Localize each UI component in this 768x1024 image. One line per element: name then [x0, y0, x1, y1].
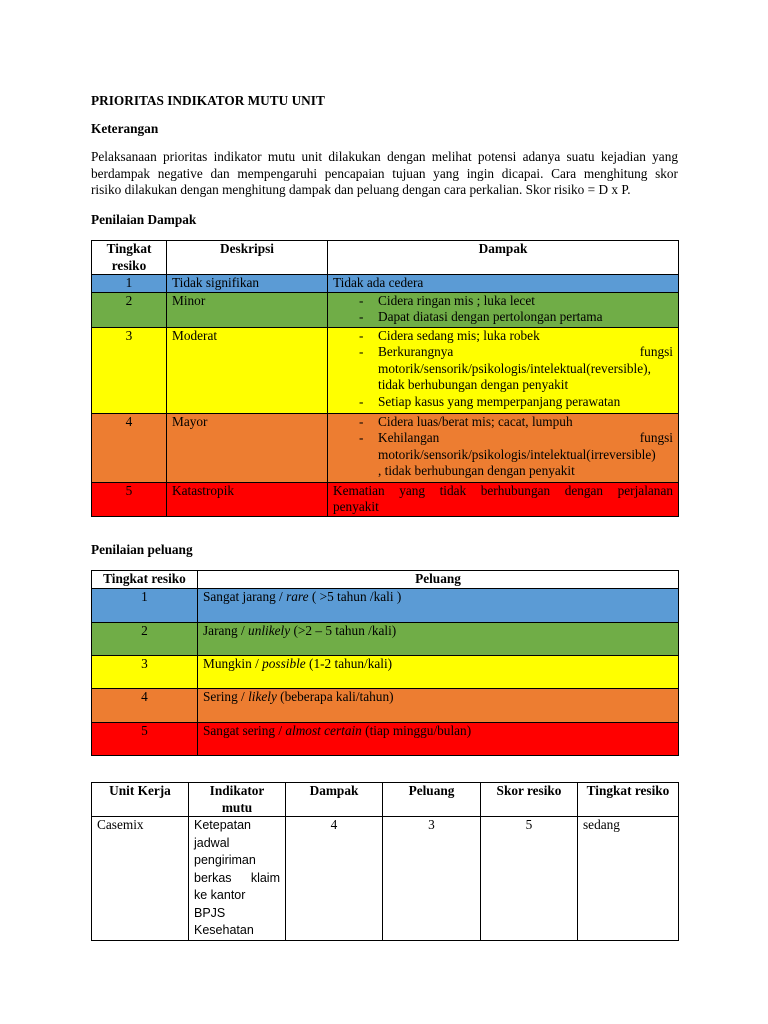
peluang-row [92, 655, 679, 688]
peluang-table [91, 570, 679, 756]
impact-cell [328, 327, 679, 413]
desc-cell: Tidak signifikan [167, 275, 328, 293]
dampak-row [92, 327, 679, 413]
indikator-cell: Ketepatan jadwal pengiriman berkas klaim ke kantor BPJS Kesehatan [189, 817, 286, 941]
dampak-header-dampak: Dampak [328, 241, 679, 275]
unit-header-peluang: Peluang [383, 783, 481, 817]
unit-row [92, 817, 679, 941]
peluang-cell: Sangat jarang / rare ( >5 tahun /kali ) [198, 588, 679, 622]
peluang-cell: Mungkin / possible (1-2 tahun/kali) [198, 655, 679, 688]
tingkat-cell: sedang [578, 817, 679, 941]
peluang-row [92, 688, 679, 722]
desc-cell: Moderat [167, 327, 328, 413]
level-cell: 3 [92, 327, 167, 413]
paragraph-line: risiko dilakukan dengan menghitung dampak dan peluang dengan cara perkalian. Skor risiko = D x P. [91, 182, 631, 197]
impact-word: fungsi [639, 430, 673, 445]
level-cell: 4 [92, 413, 167, 482]
impact-item: - Cidera sedang mis; luka robek [333, 328, 673, 345]
unit-header-skor: Skor resiko [481, 783, 578, 817]
impact-line: , tidak berhubungan dengan penyakit [378, 463, 575, 478]
level-cell: 1 [92, 275, 167, 293]
paragraph-line: berdampak negative dan mempengaruhi pencapaian tujuan yang ingin dicapai. Cara menghitung skor [91, 165, 678, 181]
desc-cell: Minor [167, 292, 328, 327]
peluang-cell: Sangat sering / almost certain (tiap minggu/bulan) [198, 722, 679, 755]
impact-word: - Berkurangnya [378, 344, 454, 359]
dampak-row [92, 413, 679, 482]
dampak-table [91, 240, 679, 517]
peluang-header-peluang: Peluang [198, 571, 679, 589]
peluang-cell: Jarang / unlikely (>2 – 5 tahun /kali) [198, 622, 679, 655]
level-cell: 2 [92, 292, 167, 327]
impact-cell [328, 292, 679, 327]
level-cell: 2 [92, 622, 198, 655]
dampak-header-deskripsi: Deskripsi [167, 241, 328, 275]
impact-item: - Cidera ringan mis ; luka lecet [333, 293, 673, 310]
impact-line: tidak berhubungan dengan penyakit [378, 377, 569, 392]
impact-line: motorik/sensorik/psikologis/intelektual(irreversible) [378, 446, 656, 462]
paragraph-line: Pelaksanaan prioritas indikator mutu unit dilakukan dengan melihat potensi adanya suatu kejadian yang [91, 149, 678, 164]
desc-cell: Mayor [167, 413, 328, 482]
impact-cell [328, 482, 679, 516]
level-cell: 5 [92, 482, 167, 516]
level-cell: 5 [92, 722, 198, 755]
impact-item: - Cidera luas/berat mis; cacat, lumpuh [333, 414, 673, 431]
level-cell: 3 [92, 655, 198, 688]
peluang-row [92, 588, 679, 622]
unit-cell: Casemix [92, 817, 189, 941]
impact-item: - Dapat diatasi dengan pertolongan pertama [333, 309, 673, 326]
unit-header-unit: Unit Kerja [92, 783, 189, 817]
impact-line: penyakit [333, 499, 379, 514]
unit-header-tingkat: Tingkat resiko [578, 783, 679, 817]
dampak-header-tingkat: Tingkat resiko [92, 241, 167, 275]
peluang-row [92, 622, 679, 655]
unit-header-dampak: Dampak [286, 783, 383, 817]
peluang-cell: 3 [383, 817, 481, 941]
impact-cell: Tidak ada cedera [328, 275, 679, 293]
peluang-header-tingkat: Tingkat resiko [92, 571, 198, 589]
impact-item [333, 430, 673, 480]
unit-table [91, 782, 679, 941]
desc-cell: Katastropik [167, 482, 328, 516]
impact-line: Kematian yang tidak berhubungan dengan perjalanan [333, 482, 673, 498]
level-cell: 4 [92, 688, 198, 722]
keterangan-heading: Keterangan [91, 121, 159, 136]
unit-header-indikator: Indikator mutu [189, 783, 286, 817]
impact-word: fungsi [639, 344, 673, 359]
impact-line: motorik/sensorik/psikologis/intelektual(reversible), [378, 360, 651, 376]
peluang-heading: Penilaian peluang [91, 542, 193, 557]
dampak-row [92, 275, 679, 293]
impact-item: - Setiap kasus yang memperpanjang perawatan [333, 394, 673, 411]
level-cell: 1 [92, 588, 198, 622]
impact-word: - Kehilangan [378, 430, 440, 445]
impact-cell [328, 413, 679, 482]
peluang-row [92, 722, 679, 755]
page-title: PRIORITAS INDIKATOR MUTU UNIT [91, 93, 325, 108]
impact-item [333, 344, 673, 394]
dampak-row [92, 482, 679, 516]
intro-paragraph [91, 149, 678, 199]
peluang-cell: Sering / likely (beberapa kali/tahun) [198, 688, 679, 722]
dampak-row [92, 292, 679, 327]
dampak-cell: 4 [286, 817, 383, 941]
skor-cell: 5 [481, 817, 578, 941]
dampak-heading: Penilaian Dampak [91, 212, 197, 227]
